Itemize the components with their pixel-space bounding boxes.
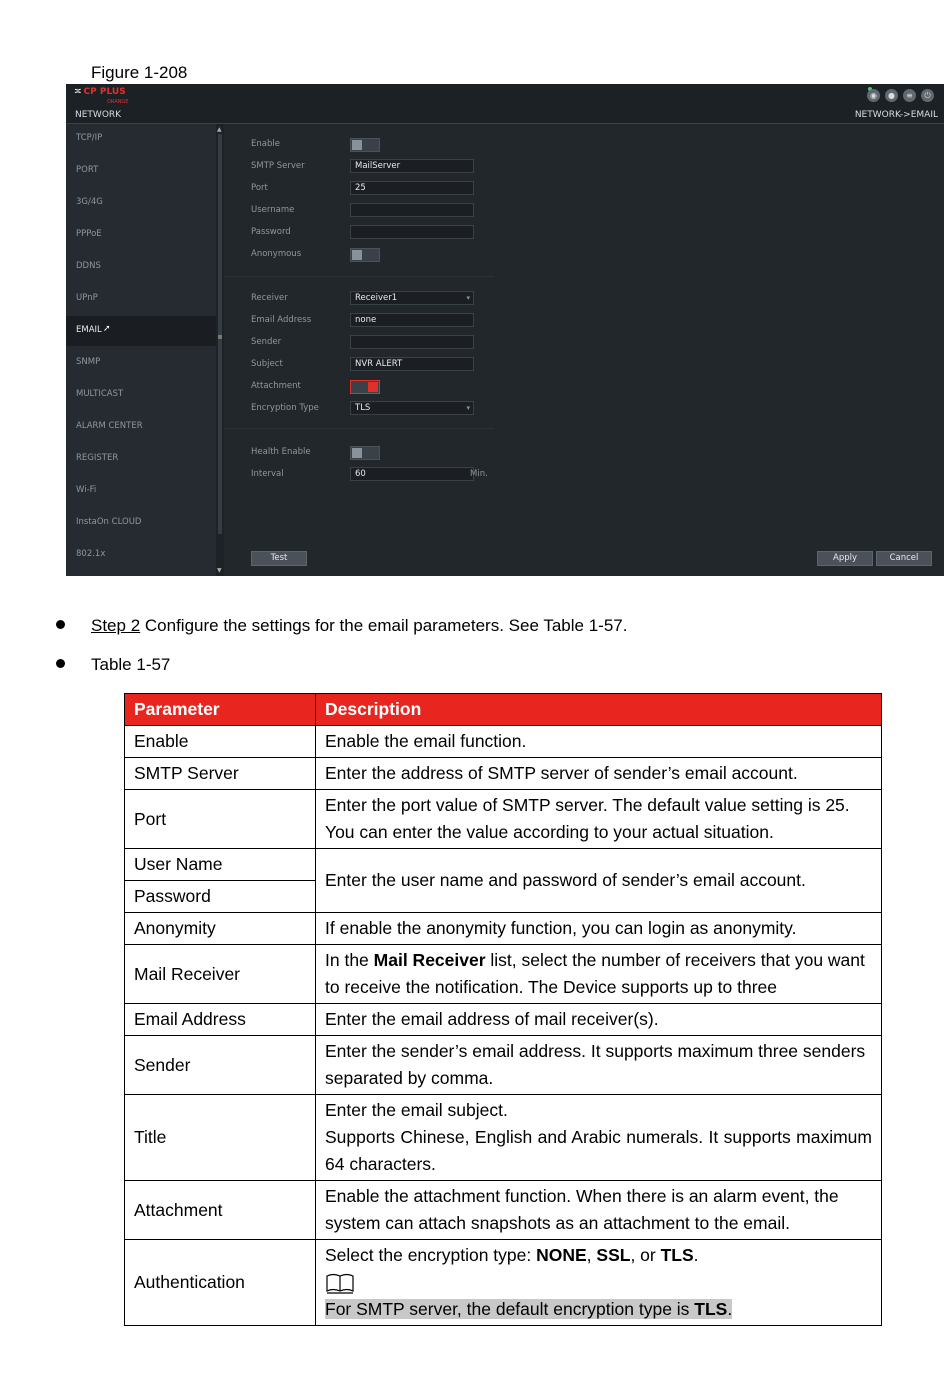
sidebar-item-8021x[interactable] <box>66 540 216 570</box>
sidebar-item-wifi[interactable] <box>66 476 216 506</box>
param-cell: Sender <box>125 1036 316 1095</box>
desc-cell <box>316 945 882 1004</box>
breadcrumb: NETWORK->EMAIL <box>854 110 938 120</box>
user-icon[interactable]: ● <box>885 89 898 102</box>
param-cell: Email Address <box>125 1004 316 1036</box>
option-none: NONE <box>536 1245 587 1265</box>
sidebar-item-tcpip[interactable] <box>66 124 216 154</box>
param-cell: Port <box>125 790 316 849</box>
separator: , <box>586 1245 597 1265</box>
desc-cell: Enable the email function. <box>316 726 882 758</box>
note-text: For SMTP server, the default encryption type is <box>325 1299 695 1319</box>
separator: , or <box>630 1245 661 1265</box>
desc-cell <box>316 1095 882 1181</box>
desc-cell: Enter the address of SMTP server of sender’s email account. <box>316 758 882 790</box>
desc-text: In the <box>325 950 374 970</box>
title-bar <box>66 109 944 124</box>
section-title: NETWORK <box>75 110 122 120</box>
note-line <box>325 1296 872 1323</box>
menu-icon[interactable]: ≡ <box>903 89 916 102</box>
sidebar-scrollbar[interactable] <box>216 124 224 576</box>
sidebar-item-label: PORT <box>76 165 99 175</box>
desc-cell: Enter the sender’s email address. It supports maximum three senders separated by comma. <box>316 1036 882 1095</box>
table-caption: Table 1-57 <box>91 655 171 674</box>
anonymous-label: Anonymous <box>251 249 302 259</box>
desc-cell <box>316 1240 882 1326</box>
option-ssl: SSL <box>596 1245 631 1265</box>
table-row <box>125 1240 882 1326</box>
sidebar-item-port[interactable] <box>66 156 216 186</box>
sidebar-item-label: Wi-Fi <box>76 485 97 495</box>
sidebar-item-label: REGISTER <box>76 453 119 463</box>
table-row <box>125 1095 882 1181</box>
desc-cell: Enter the email address of mail receiver(s). <box>316 1004 882 1036</box>
interval-unit: Min. <box>470 469 488 479</box>
sidebar-item-label: 802.1x <box>76 549 106 559</box>
header-description: Description <box>316 694 882 726</box>
health-enable-label: Health Enable <box>251 447 311 457</box>
encryption-type-select[interactable]: TLS ▾ <box>350 401 474 415</box>
sender-input[interactable] <box>350 335 474 349</box>
password-input[interactable] <box>350 225 474 239</box>
attachment-toggle[interactable] <box>350 380 380 394</box>
encryption-type-label: Encryption Type <box>251 403 319 413</box>
smtp-server-input[interactable]: MailServer <box>350 159 474 173</box>
param-cell: Enable <box>125 726 316 758</box>
password-label: Password <box>251 227 291 237</box>
bullet <box>56 620 65 629</box>
eye-icon[interactable]: ◉ <box>867 89 880 102</box>
sidebar-item-ddns[interactable] <box>66 252 216 282</box>
apply-button[interactable]: Apply <box>817 551 873 566</box>
sidebar-item-label: SNMP <box>76 357 101 367</box>
scroll-up-icon[interactable]: ▲ <box>217 126 222 133</box>
desc-cell: If enable the anonymity function, you can login as anonymity. <box>316 913 882 945</box>
param-cell: Mail Receiver <box>125 945 316 1004</box>
sidebar-item-label: EMAIL <box>76 325 102 335</box>
sidebar-item-3g4g[interactable] <box>66 188 216 218</box>
scroll-down-icon[interactable]: ▼ <box>217 567 222 574</box>
port-label: Port <box>251 183 268 193</box>
desc-line: Supports Chinese, English and Arabic numerals. It supports maximum 64 characters. <box>325 1127 872 1174</box>
desc-bold: Mail Receiver <box>373 950 486 970</box>
param-cell: Attachment <box>125 1181 316 1240</box>
note-icon-line <box>325 1269 872 1296</box>
option-tls: TLS <box>660 1245 694 1265</box>
sidebar-item-upnp[interactable] <box>66 284 216 314</box>
param-cell: User Name <box>125 849 316 881</box>
sidebar-item-snmp[interactable] <box>66 348 216 378</box>
username-label: Username <box>251 205 295 215</box>
interval-label: Interval <box>251 469 284 479</box>
note-text: . <box>727 1299 733 1319</box>
top-bar <box>66 84 944 109</box>
desc-text: list, select the number of receivers that you want to receive the notification. The Device supports up to three <box>325 950 865 997</box>
username-input[interactable] <box>350 203 474 217</box>
network-email-screenshot <box>66 84 944 576</box>
cancel-button[interactable]: Cancel <box>876 551 932 566</box>
table-row <box>125 1181 882 1240</box>
table-row <box>125 1004 882 1036</box>
desc-cell: Enter the port value of SMTP server. The default value setting is 25. You can enter the value according to your actual situation. <box>316 790 882 849</box>
enable-label: Enable <box>251 139 280 149</box>
table-row <box>125 913 882 945</box>
sidebar-item-label: PPPoE <box>76 229 102 239</box>
table-row <box>125 758 882 790</box>
param-cell: Password <box>125 881 316 913</box>
sidebar-item-email[interactable] <box>66 316 216 346</box>
parameters-table <box>124 693 882 1326</box>
receiver-label: Receiver <box>251 293 288 303</box>
note-bold: TLS <box>694 1299 728 1319</box>
table-row <box>125 945 882 1004</box>
anonymous-toggle[interactable] <box>350 248 380 262</box>
sidebar-item-label: UPnP <box>76 293 98 303</box>
param-cell: Title <box>125 1095 316 1181</box>
email-address-input[interactable]: none <box>350 313 474 327</box>
divider <box>224 428 494 429</box>
scrollbar-track <box>218 134 222 534</box>
table-row <box>125 726 882 758</box>
figure-caption: Figure 1-208 <box>91 63 188 82</box>
sidebar-item-alarm-center[interactable] <box>66 412 216 442</box>
sidebar <box>66 124 216 576</box>
desc-line: Enter the email subject. <box>325 1100 508 1120</box>
interval-input[interactable]: 60 <box>350 467 474 481</box>
bullet <box>56 659 65 668</box>
sidebar-item-label: MULTICAST <box>76 389 124 399</box>
subject-label: Subject <box>251 359 283 369</box>
table-row <box>125 849 882 881</box>
sidebar-item-label: ALARM CENTER <box>76 421 143 431</box>
header-parameter: Parameter <box>125 694 316 726</box>
desc-text: Select the encryption type: <box>325 1245 537 1265</box>
port-input[interactable]: 25 <box>350 181 474 195</box>
sidebar-item-register[interactable] <box>66 444 216 474</box>
separator: . <box>693 1245 699 1265</box>
sidebar-item-label: 3G/4G <box>76 197 103 207</box>
param-cell: Anonymity <box>125 913 316 945</box>
power-icon[interactable]: ⏻ <box>921 89 934 102</box>
step2-label[interactable]: Step 2 <box>91 616 141 635</box>
param-cell: Authentication <box>125 1240 316 1326</box>
book-icon <box>325 1272 355 1294</box>
sidebar-item-label: DDNS <box>76 261 101 271</box>
sidebar-item-label: TCP/IP <box>76 133 103 143</box>
sidebar-item-pppoe[interactable] <box>66 220 216 250</box>
sidebar-item-label: InstaOn CLOUD <box>76 517 142 527</box>
enable-toggle[interactable] <box>350 138 380 152</box>
brand-logo: ≍ CP PLUS <box>74 87 126 97</box>
test-button[interactable]: Test <box>251 551 307 566</box>
desc-cell: Enable the attachment function. When there is an alarm event, the system can attach snapshots as an attachment to the email. <box>316 1181 882 1240</box>
receiver-select[interactable]: Receiver1 ▾ <box>350 291 474 305</box>
table-row <box>125 790 882 849</box>
subject-input[interactable]: NVR ALERT <box>350 357 474 371</box>
sidebar-item-instaon-cloud[interactable] <box>66 508 216 538</box>
desc-cell: Enter the user name and password of sender’s email account. <box>316 849 882 913</box>
smtp-server-label: SMTP Server <box>251 161 305 171</box>
health-enable-toggle[interactable] <box>350 446 380 460</box>
divider <box>224 276 494 277</box>
attachment-label: Attachment <box>251 381 301 391</box>
sender-label: Sender <box>251 337 282 347</box>
step2-text: Configure the settings for the email parameters. See Table 1-57. <box>140 616 628 635</box>
desc-line <box>325 1242 872 1269</box>
mouse-cursor-icon: ➚ <box>103 324 111 334</box>
scrollbar-thumb[interactable] <box>218 335 222 339</box>
email-address-label: Email Address <box>251 315 312 325</box>
step2-paragraph <box>91 616 627 636</box>
param-cell: SMTP Server <box>125 758 316 790</box>
table-row <box>125 1036 882 1095</box>
table-header-row <box>125 694 882 726</box>
email-settings-form <box>224 124 944 576</box>
sidebar-item-multicast[interactable] <box>66 380 216 410</box>
brand-logo-sub: ORANGE <box>107 99 129 105</box>
